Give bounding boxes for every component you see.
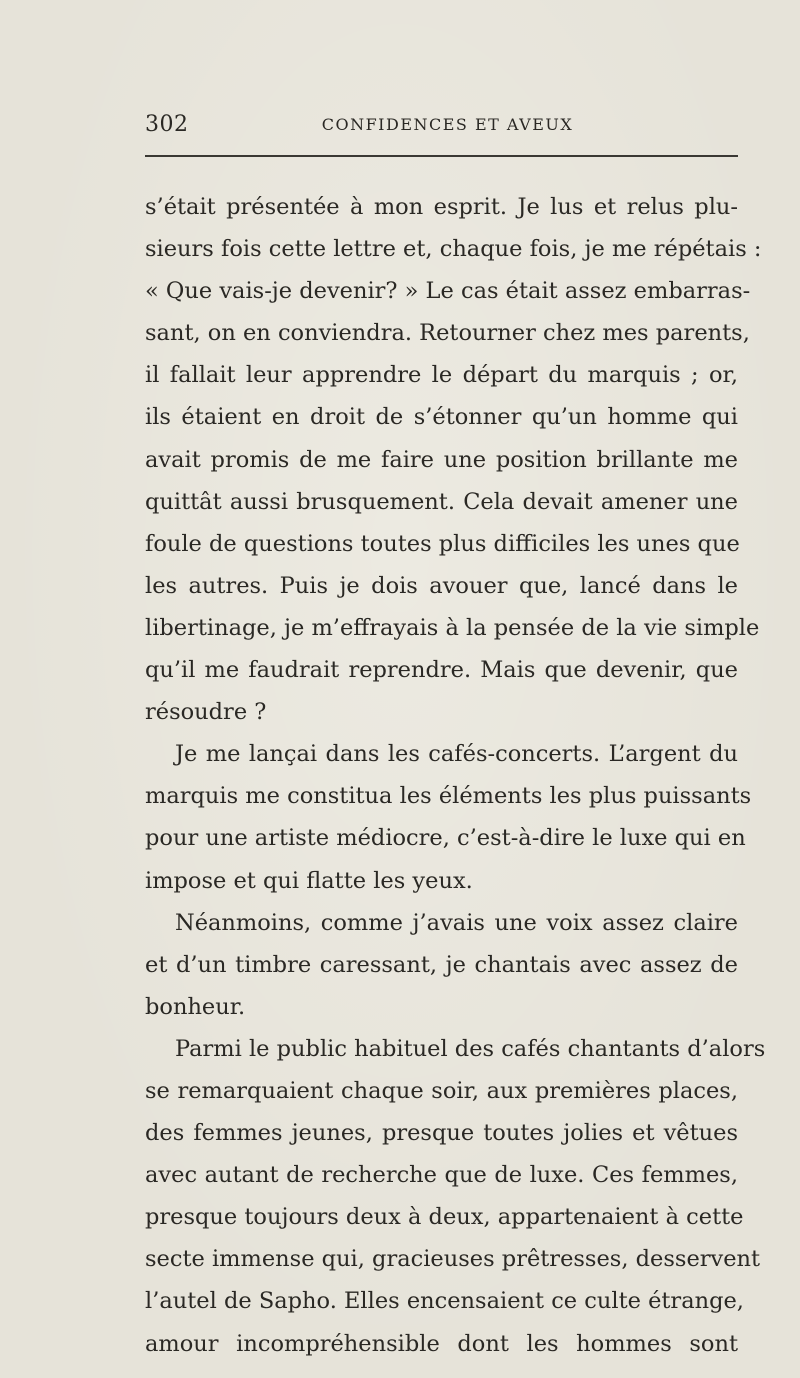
text-line: quittât aussi brusquement. Cela devait amener une xyxy=(145,488,738,515)
text-line: Néanmoins, comme j’avais une voix assez claire xyxy=(175,909,738,936)
text-line: secte immense qui, gracieuses prêtresses, desservent xyxy=(145,1246,761,1273)
text-line: les autres. Puis je dois avouer que, lancé dans le xyxy=(145,572,738,599)
text-line: se remarquaient chaque soir, aux premières places, xyxy=(145,1077,738,1104)
text-line: pour une artiste médiocre, c’est-à-dire le luxe qui en xyxy=(145,825,746,852)
text-line: marquis me constitua les éléments les plus puissants xyxy=(145,783,752,810)
text-line: des femmes jeunes, presque toutes jolies et vêtues xyxy=(145,1120,738,1147)
text-line: qu’il me faudrait reprendre. Mais que devenir, que xyxy=(145,657,738,684)
text-line: et d’un timbre caressant, je chantais avec assez de xyxy=(145,951,738,978)
text-line: ils étaient en droit de s’étonner qu’un homme qui xyxy=(145,404,738,431)
text-line: bonheur. xyxy=(145,993,246,1020)
text-line: amour incompréhensible dont les hommes sont xyxy=(145,1330,738,1357)
text-line: libertinage, je m’effrayais à la pensée de la vie simple xyxy=(145,614,760,641)
text-line: avait promis de me faire une position brillante me xyxy=(145,446,738,473)
text-line: résoudre ? xyxy=(145,699,267,726)
page-number: 302 xyxy=(145,112,189,137)
text-line: il fallait leur apprendre le départ du marquis ; or, xyxy=(145,362,738,389)
text-line: s’était présentée à mon esprit. Je lus et relus plu- xyxy=(145,194,738,220)
text-line: sant, on en conviendra. Retourner chez mes parents, xyxy=(145,320,750,347)
text-line: foule de questions toutes plus difficiles les unes que xyxy=(145,530,740,557)
text-line: impose et qui flatte les yeux. xyxy=(145,867,473,894)
text-line: sieurs fois cette lettre et, chaque fois, je me répétais : xyxy=(145,236,762,263)
running-title: CONFIDENCES ET AVEUX xyxy=(321,115,574,134)
text-line: « Que vais-je devenir? » Le cas était assez embarras- xyxy=(145,278,751,305)
text-line: l’autel de Sapho. Elles encensaient ce culte étrange, xyxy=(145,1288,744,1315)
body-text xyxy=(145,186,766,1365)
text-line: Je me lançai dans les cafés-concerts. L’argent du xyxy=(175,741,738,768)
text-line: presque toujours deux à deux, appartenaient à cette xyxy=(145,1204,744,1231)
page-header xyxy=(145,112,738,148)
header-rule xyxy=(145,155,738,157)
text-line: Parmi le public habituel des cafés chantants d’alors xyxy=(175,1035,766,1062)
text-line: avec autant de recherche que de luxe. Ces femmes, xyxy=(145,1162,738,1189)
